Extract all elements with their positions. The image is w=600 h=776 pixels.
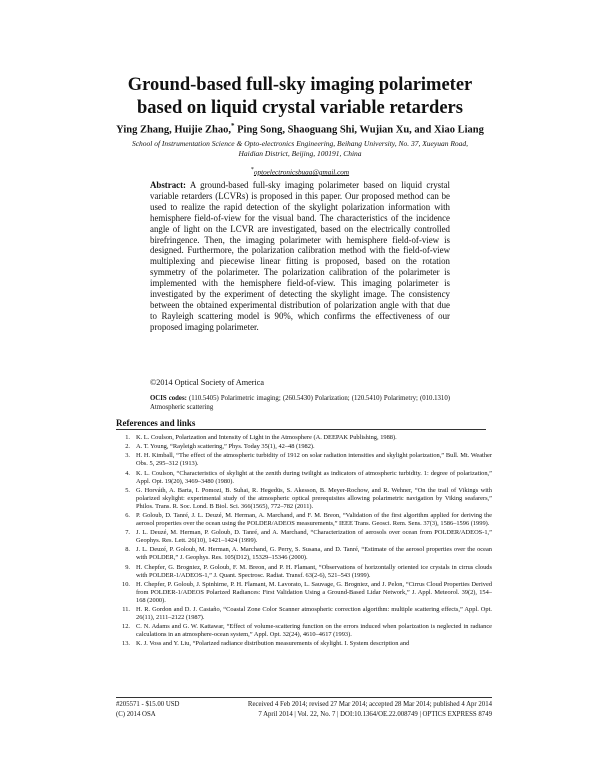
- affiliation-line-2: Haidian District, Beijing, 100191, China: [238, 148, 362, 158]
- affiliation-line-1: School of Instrumentation Science & Opto-electronics Engineering, Beihang University, No. 37, Xueyuan Road,: [131, 139, 469, 148]
- affiliation: [60, 139, 540, 158]
- reference-text: C. N. Adams and G. W. Kattawar, “Effect of volume-scattering function on the errors induced when polarization is neglected in radiance calculations in an atmosphere-ocean system,” Appl. Opt. 32(24), 4610–4617 (1993).: [136, 623, 492, 639]
- reference-number: 2.: [125, 443, 130, 451]
- authors-part-1: Ying Zhang, Huijie Zhao,: [116, 124, 231, 136]
- reference-item: [116, 581, 492, 605]
- journal-citation: 7 April 2014 | Vol. 22, No. 7 | DOI:10.1364/OE.22.008749 | OPTICS EXPRESS 8749: [258, 710, 492, 718]
- ocis-codes: [150, 394, 450, 412]
- reference-text: K. L. Coulson, Polarization and Intensity of Light in the Atmosphere (A. DEEPAK Publishing, 1988).: [136, 434, 397, 441]
- email-link[interactable]: optoelectronicsbuaa@gmail.com: [253, 168, 350, 177]
- reference-item: [116, 452, 492, 468]
- reference-text: H. Chepfer, P. Goloub, J. Spinhirne, P. H. Flamant, M. Lavorato, L. Sauvage, G. Brogniez, and J. Pelon, “Cirrus Cloud Properties Derived from POLDER-1/ADEOS Polarized Radiances: First Validation Using a Ground-Based Lidar Network,” J. Appl. Meteorol. 39(2), 154–168 (2000).: [136, 580, 492, 604]
- reference-item: [116, 470, 492, 486]
- reference-text: J. L. Deuzé, M. Herman, P. Goloub, D. Tanré, and A. Marchand, “Characterization of aerosols over ocean from POLDER/ADEOS-1,” Geophys. Res. Lett. 26(10), 1421–1424 (1999).: [136, 529, 492, 545]
- reference-item: [116, 434, 492, 442]
- footer-row-1: [116, 700, 492, 710]
- references-divider: [116, 429, 486, 430]
- publication-dates: Received 4 Feb 2014; revised 27 Mar 2014; accepted 28 Mar 2014; published 4 Apr 2014: [247, 701, 492, 708]
- reference-text: J. L. Deuzé, P. Goloub, M. Herman, A. Marchand, G. Perry, S. Susana, and D. Tanré, “Estimate of the aerosol properties over the ocean with POLDER,” J. Geophys. Res. 105(D12), 15329–15346 (2000).: [136, 546, 492, 562]
- title-line-1: Ground-based full-sky imaging polarimeter: [127, 75, 473, 95]
- reference-text: G. Horváth, A. Barta, I. Pomozi, B. Suhai, R. Hegedüs, S. Akesson, B. Meyer-Rochow, and R. Wehner, “On the trail of Vikings with polarized skylight: experimental study of the atmospheric optical prerequisites allowing polarimetric navigation by Viking seafarers,” Philos. Trans. R. Soc. Lond. B Biol. Sci. 366(1565), 772–782 (2011).: [136, 486, 492, 510]
- reference-number: 8.: [125, 546, 130, 554]
- abstract-text: A ground-based full-sky imaging polarimeter based on liquid crystal variable retarders (LCVRs) is proposed in this paper. Our proposed method can be used to realize the rapid detection of the skylight polarization information with hemisphere field-of-view for the visual band. The characteristics of the incidence angle of light on the LCVR are investigated, based on the electrically controlled birefringence. Then, the imaging polarimeter with hemisphere field-of-view is designed. Furthermore, the polarization calibration method with the field-of-view multiplexing and piecewise linear fitting is proposed, based on the rotation symmetry of the polarimeter. The polarization calibration of the polarimeter is implemented with the hemisphere field-of-view. This imaging polarimeter is investigated by the experiment of detecting the skylight image. The consistency between the obtained experimental distribution of polarization angle with that due to Rayleigh scattering model is 90%, which confirms the effectiveness of our proposed imaging polarimeter.: [150, 180, 450, 332]
- reference-item: [116, 564, 492, 580]
- reference-number: 11.: [122, 605, 130, 613]
- title-line-2: based on liquid crystal variable retarders: [137, 98, 463, 118]
- reference-text: H. R. Gordon and D. J. Castaño, “Coastal Zone Color Scanner atmospheric correction algorithm: multiple scattering effects,” Appl. Opt. 26(11), 2111–2122 (1987).: [136, 605, 492, 621]
- ocis-label: OCIS codes:: [150, 395, 187, 402]
- email-mark: *: [250, 167, 254, 173]
- copyright-notice: ©2014 Optical Society of America: [150, 378, 264, 387]
- authors-part-2: Ping Song, Shaoguang Shi, Wujian Xu, and Xiao Liang: [234, 124, 484, 136]
- article-price: #205571 - $15.00 USD: [116, 701, 180, 708]
- reference-text: H. Chepfer, G. Brogniez, P. Goloub, F. M. Breon, and P. H. Flamant, “Observations of horizontally oriented ice crystals in cirrus clouds with POLDER-1/ADEOS-1,” J. Quant. Spectrosc. Radiat. Transf. 63(2-6), 521–543 (1999).: [136, 563, 492, 579]
- reference-item: [116, 640, 492, 648]
- reference-number: 6.: [125, 511, 130, 519]
- abstract: [150, 180, 450, 333]
- reference-number: 9.: [125, 563, 130, 571]
- reference-item: [116, 623, 492, 639]
- reference-number: 1.: [125, 434, 130, 441]
- reference-item: [116, 529, 492, 545]
- reference-list: [116, 434, 492, 649]
- email-line: [60, 167, 540, 176]
- paper-title: [60, 74, 540, 120]
- reference-item: [116, 443, 492, 451]
- footer-divider: [116, 697, 492, 698]
- page-footer: [116, 700, 492, 719]
- reference-item: [116, 606, 492, 622]
- references-heading: References and links: [116, 418, 196, 428]
- corresponding-mark: *: [230, 122, 235, 130]
- reference-text: H. H. Kimball, “The effect of the atmospheric turbidity of 1912 on solar radiation intensities and skylight polarization,” Bull. Mt. Weather Obs. 5, 295–312 (1913).: [136, 452, 492, 468]
- reference-number: 7.: [125, 529, 130, 537]
- reference-text: K. L. Coulson, “Characteristics of skylight at the zenith during twilight as indicators of atmospheric turbidity. 1: degree of polarization,” Appl. Opt. 19(20), 3469–3480 (1980).: [136, 469, 492, 485]
- author-list: [60, 122, 540, 136]
- reference-item: [116, 512, 492, 528]
- reference-number: 12.: [122, 623, 130, 631]
- reference-number: 4.: [125, 469, 130, 477]
- copyright-osa: (C) 2014 OSA: [116, 710, 156, 718]
- reference-number: 3.: [125, 452, 130, 460]
- reference-item: [116, 487, 492, 511]
- reference-number: 13.: [122, 640, 130, 648]
- ocis-text: (110.5405) Polarimetric imaging; (260.5430) Polarization; (120.5410) Polarimetry; (010.1310) Atmospheric scattering: [150, 395, 450, 411]
- reference-text: K. J. Voss and Y. Liu, “Polarized radiance distribution measurements of skylight. I. System description and: [136, 640, 410, 648]
- reference-text: P. Goloub, D. Tanré, J. L. Deuzé, M. Herman, A. Marchand, and F. M. Breon, “Validation of the first algorithm applied for deriving the aerosol properties over the ocean using the POLDER/ADEOS measurements,” IEEE Trans. Geosci. Rem. Sens. 37(3), 1586–1596 (1999).: [136, 511, 492, 527]
- reference-number: 5.: [125, 486, 130, 494]
- abstract-label: Abstract:: [150, 180, 186, 190]
- reference-text: A. T. Young, “Rayleigh scattering,” Phys. Today 35(1), 42–48 (1982).: [136, 443, 315, 451]
- footer-row-2: [116, 710, 492, 720]
- reference-number: 10.: [122, 580, 130, 588]
- reference-item: [116, 546, 492, 562]
